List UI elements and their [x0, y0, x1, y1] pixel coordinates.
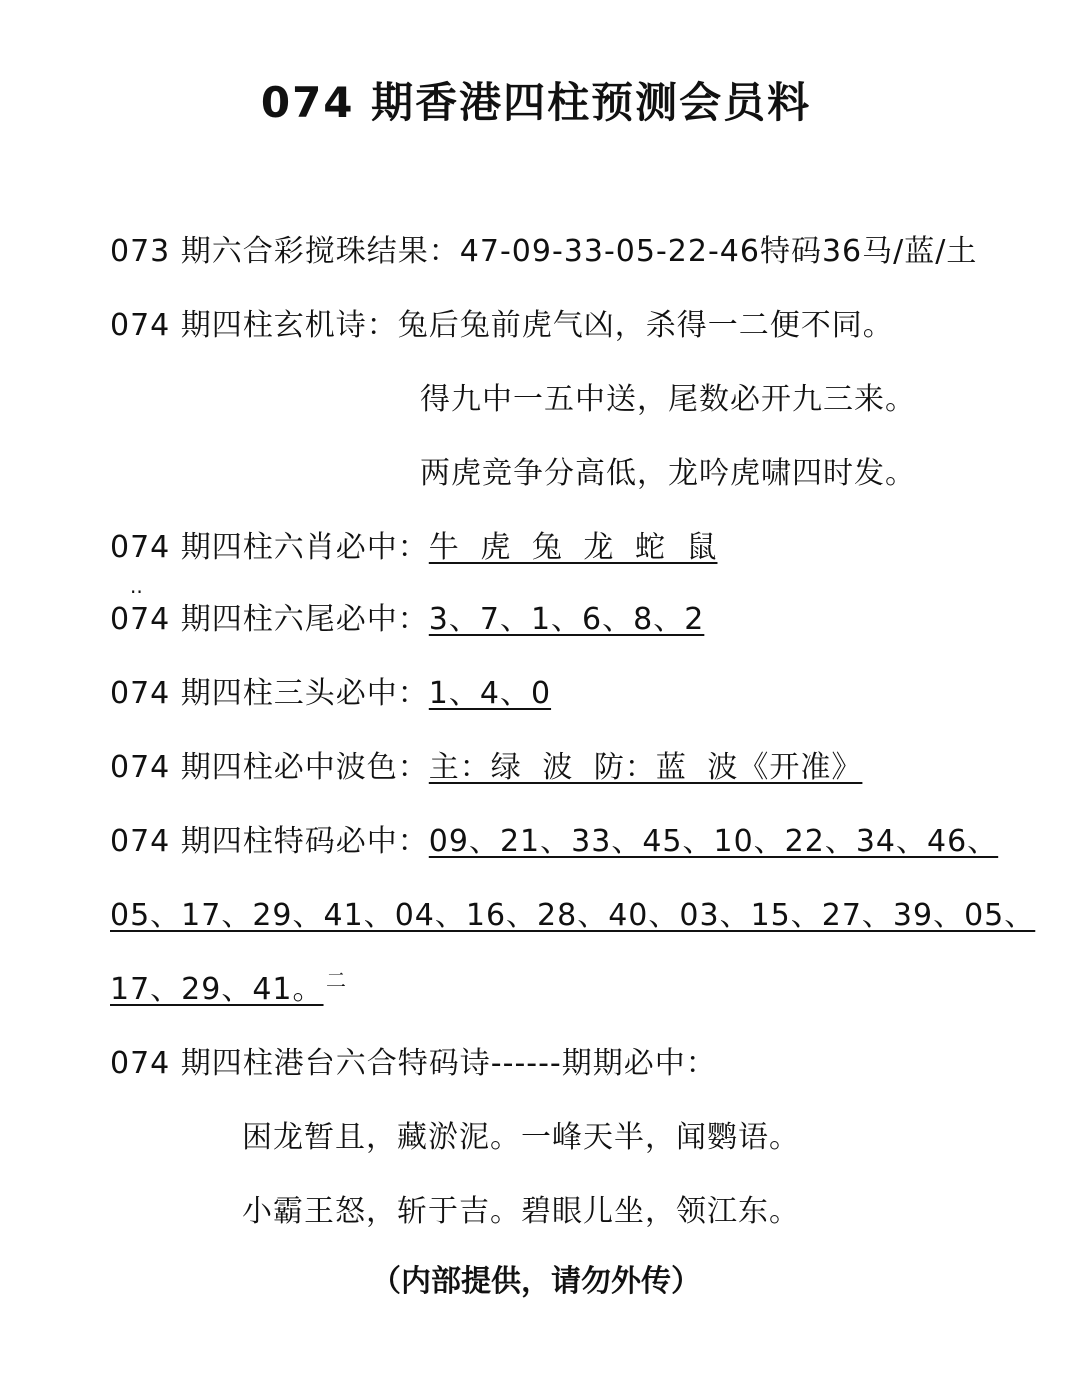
hk-tw-poem-title: 074 期四柱港台六合特码诗------期期必中： — [110, 1046, 717, 1081]
hk-tw-poem-line: 困龙暂且，藏淤泥。一峰天半，闻鹦语。 — [242, 1120, 800, 1155]
special-numbers-continued — [110, 896, 1035, 936]
wave-color-line — [110, 748, 862, 788]
three-heads-line — [110, 674, 551, 714]
poem-line: 兔后兔前虎气凶，杀得一二便不同。 — [397, 308, 894, 343]
stray-mark: 二 — [326, 968, 346, 992]
poem-line: 得九中一五中送，尾数必开九三来。 — [420, 382, 916, 417]
draw-result-line — [110, 232, 977, 272]
special-numbers-part: 05、17、29、41、04、16、28、40、03、15、27、39、05、 — [110, 898, 1036, 933]
six-tails-label: 074 期四柱六尾必中： — [110, 602, 429, 637]
special-numbers-label: 074 期四柱特码必中： — [110, 824, 429, 859]
poem-line: 两虎竞争分高低，龙吟虎啸四时发。 — [420, 456, 916, 491]
stray-dots: .. — [130, 574, 143, 598]
poem-first-line — [110, 306, 894, 346]
six-zodiac-label: 074 期四柱六肖必中： — [110, 530, 429, 565]
wave-color-value: 主：绿 波 防：蓝 波《开准》 — [428, 750, 863, 785]
page-title: 074 期香港四柱预测会员料 — [260, 78, 812, 127]
special-numbers-continued — [110, 970, 324, 1010]
three-heads-label: 074 期四柱三头必中： — [110, 676, 429, 711]
special-numbers-line — [110, 822, 998, 862]
six-zodiac-value: 牛 虎 兔 龙 蛇 鼠 — [428, 530, 718, 565]
special-numbers-part: 17、29、41。 — [110, 972, 324, 1007]
six-zodiac-line — [110, 528, 717, 568]
wave-color-label: 074 期四柱必中波色： — [110, 750, 429, 785]
draw-result-label: 073 期六合彩搅珠结果： — [110, 234, 460, 269]
draw-result-value: 47-09-33-05-22-46特码36马/蓝/土 — [459, 234, 978, 269]
six-tails-value: 3、7、1、6、8、2 — [428, 602, 705, 637]
hk-tw-poem-line: 小霸王怒，斩于吉。碧眼儿坐，领江东。 — [242, 1194, 800, 1229]
poem-label: 074 期四柱玄机诗： — [110, 308, 398, 343]
six-tails-line — [110, 600, 704, 640]
special-numbers-part: 09、21、33、45、10、22、34、46、 — [428, 824, 999, 859]
three-heads-value: 1、4、0 — [428, 676, 552, 711]
footer-note: （内部提供，请勿外传） — [371, 1264, 701, 1299]
